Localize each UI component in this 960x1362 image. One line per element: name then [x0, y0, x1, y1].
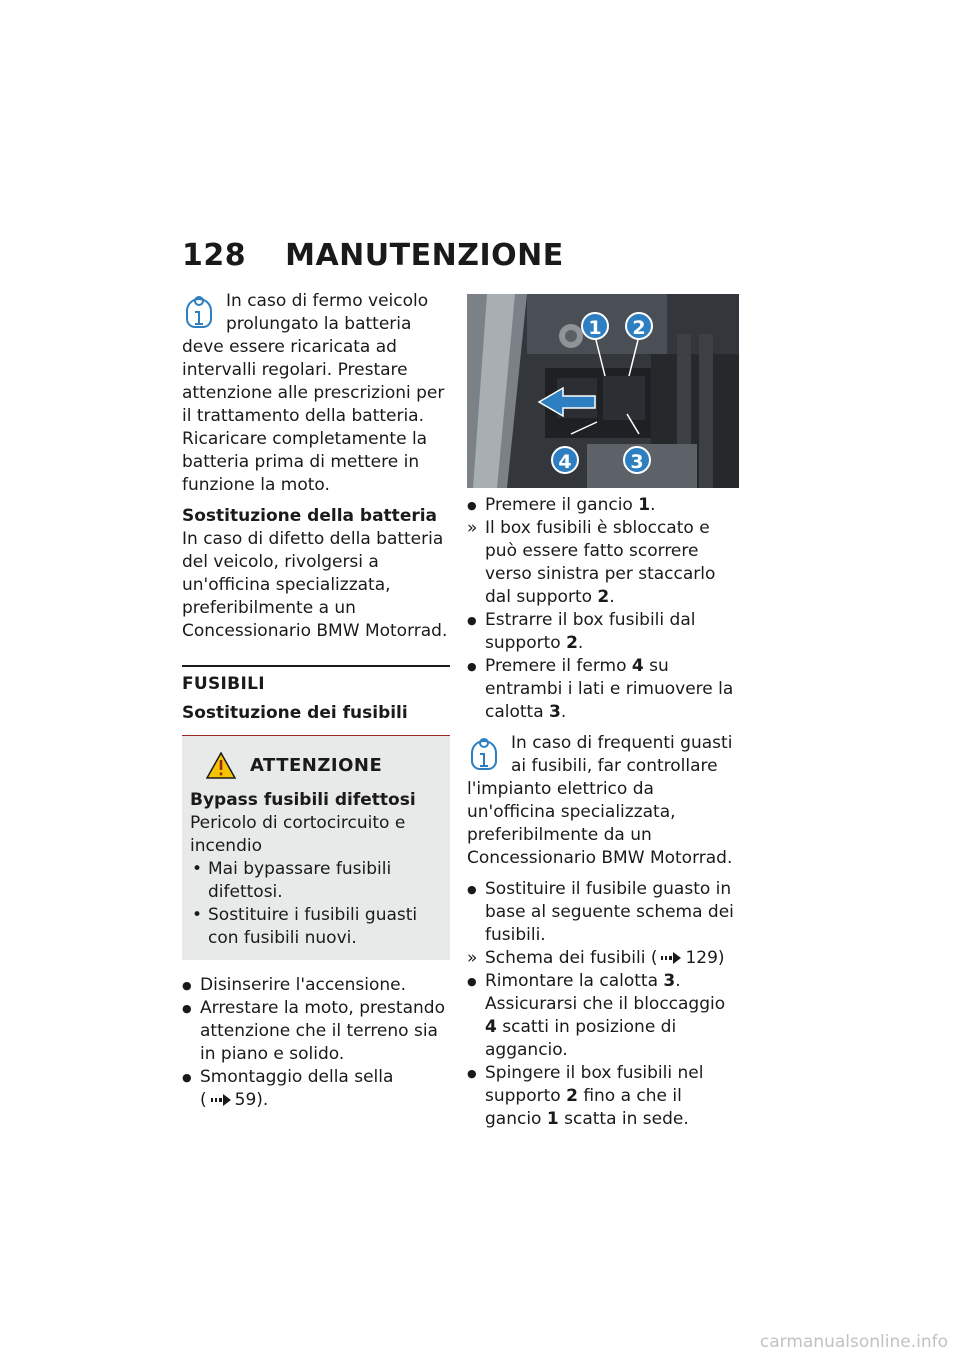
- text: .: [560, 702, 567, 722]
- list-item: ● Sostituire il fusibile guasto in base al seguente schema dei fusibili.: [467, 878, 739, 947]
- warning-text: Pericolo di cortocircuito e incendio: [190, 813, 406, 856]
- text: .: [650, 495, 656, 515]
- section-divider: [182, 665, 450, 736]
- warning-subtitle: Bypass fusibili difettosi: [190, 790, 416, 810]
- text: . Assicurarsi che il bloccaggio: [485, 971, 726, 1014]
- text: Premere il gancio: [485, 495, 633, 515]
- callout-2: 2: [625, 312, 653, 340]
- battery-text: In caso di difetto della batteria del veicolo, rivolgersi a un'officina specializzata, preferibilmente a un Concessionario BMW Motorrad.: [182, 529, 448, 641]
- text: Schema dei fusibili (: [485, 948, 658, 968]
- chapter-title: MANUTENZIONE: [285, 238, 564, 273]
- list-item: [467, 970, 739, 1062]
- ref-number: 1: [546, 1109, 559, 1129]
- text: fino a che il gancio: [485, 1086, 682, 1129]
- battery-heading: Sostituzione della batteria: [182, 506, 438, 526]
- warning-title: ATTENZIONE: [250, 755, 383, 776]
- text: Il box fusibili è sbloccato e può essere fatto scorrere verso sinistra per staccarlo dal supporto: [485, 518, 716, 607]
- step-text: Smontaggio della sella: [200, 1067, 394, 1087]
- callout-1: 1: [581, 312, 609, 340]
- page-number: 128: [182, 238, 247, 273]
- ref-number: 4: [485, 1017, 497, 1037]
- text: scatti in posizione di aggancio.: [485, 1017, 677, 1060]
- steps-list: [182, 974, 450, 1112]
- page-ref: ( 59).: [200, 1090, 269, 1110]
- info-icon: [467, 736, 501, 772]
- arrow-ref-icon: [661, 952, 681, 964]
- ref-number: 2: [566, 1086, 578, 1106]
- text: Premere il fermo: [485, 656, 627, 676]
- page-header: [182, 238, 564, 273]
- note-line-1: In caso di frequenti guasti: [511, 733, 733, 753]
- info-note-battery: [182, 290, 450, 497]
- list-item: [182, 1066, 450, 1112]
- result-item: [467, 517, 739, 609]
- text: Estrarre il box fusibili dal supporto: [485, 610, 696, 653]
- text: scatta in sede.: [564, 1109, 689, 1129]
- warning-item: • Mai bypassare fusibili difettosi.: [190, 858, 442, 904]
- watermark: carmanualsonline.info: [759, 1332, 948, 1352]
- ref-number: 2: [597, 587, 610, 607]
- list-item: [467, 494, 739, 517]
- fuse-box-photo: [467, 294, 739, 488]
- list-item: [467, 1062, 739, 1131]
- ref-number: 3: [549, 702, 561, 722]
- text: .: [609, 587, 615, 607]
- text: Spingere il box fusibili nel supporto: [485, 1063, 704, 1106]
- note-text: l'impianto elettrico da un'officina specializzata, preferibilmente da un Concessionario BMW Motorrad.: [467, 779, 733, 868]
- note-line-2: prolungato la batteria: [226, 314, 412, 334]
- ref-number: 3: [663, 971, 676, 991]
- section-title: FUSIBILI: [182, 674, 265, 694]
- list-item: [467, 609, 739, 655]
- info-icon: [182, 294, 216, 330]
- warning-item: • Sostituire i fusibili guasti con fusibili nuovi.: [190, 904, 442, 950]
- ref-number: 2: [566, 633, 578, 653]
- arrow-ref-icon: [211, 1094, 231, 1106]
- text: .: [577, 633, 584, 653]
- warning-header: [206, 752, 442, 779]
- sub-title: Sostituzione dei fusibili: [182, 702, 450, 736]
- list-item: ● Arrestare la moto, prestando attenzione che il terreno sia in piano e solido.: [182, 997, 450, 1066]
- instructions-list-2: [467, 878, 739, 1131]
- right-column: [467, 290, 739, 1131]
- warning-triangle-icon: [206, 752, 236, 779]
- list-item: ● Disinserire l'accensione.: [182, 974, 450, 997]
- instructions-list-1: [467, 494, 739, 724]
- warning-list: [190, 858, 442, 950]
- note-line-1: In caso di fermo veicolo: [226, 291, 429, 311]
- ref-number: 4: [631, 656, 644, 676]
- callout-3: 3: [623, 446, 651, 474]
- ref-number: 129): [685, 948, 725, 968]
- text: su entrambi i lati e rimuovere la calotta: [485, 656, 734, 722]
- info-note-fuses: [467, 732, 739, 870]
- warning-box: [182, 736, 450, 960]
- left-column: [182, 290, 450, 1112]
- note-text: deve essere ricaricata ad intervalli regolari. Prestare attenzione alle prescrizioni per il trattamento della batteria. Ricaricare completamente la batteria prima di mettere in funzione la moto.: [182, 337, 445, 495]
- text: Rimontare la calotta: [485, 971, 659, 991]
- ref-number: 59).: [234, 1090, 269, 1110]
- result-item: [467, 947, 739, 970]
- list-item: [467, 655, 739, 724]
- note-line-2: ai fusibili, far controllare: [511, 756, 718, 776]
- ref-number: 1: [638, 495, 651, 515]
- callout-4: 4: [551, 446, 579, 474]
